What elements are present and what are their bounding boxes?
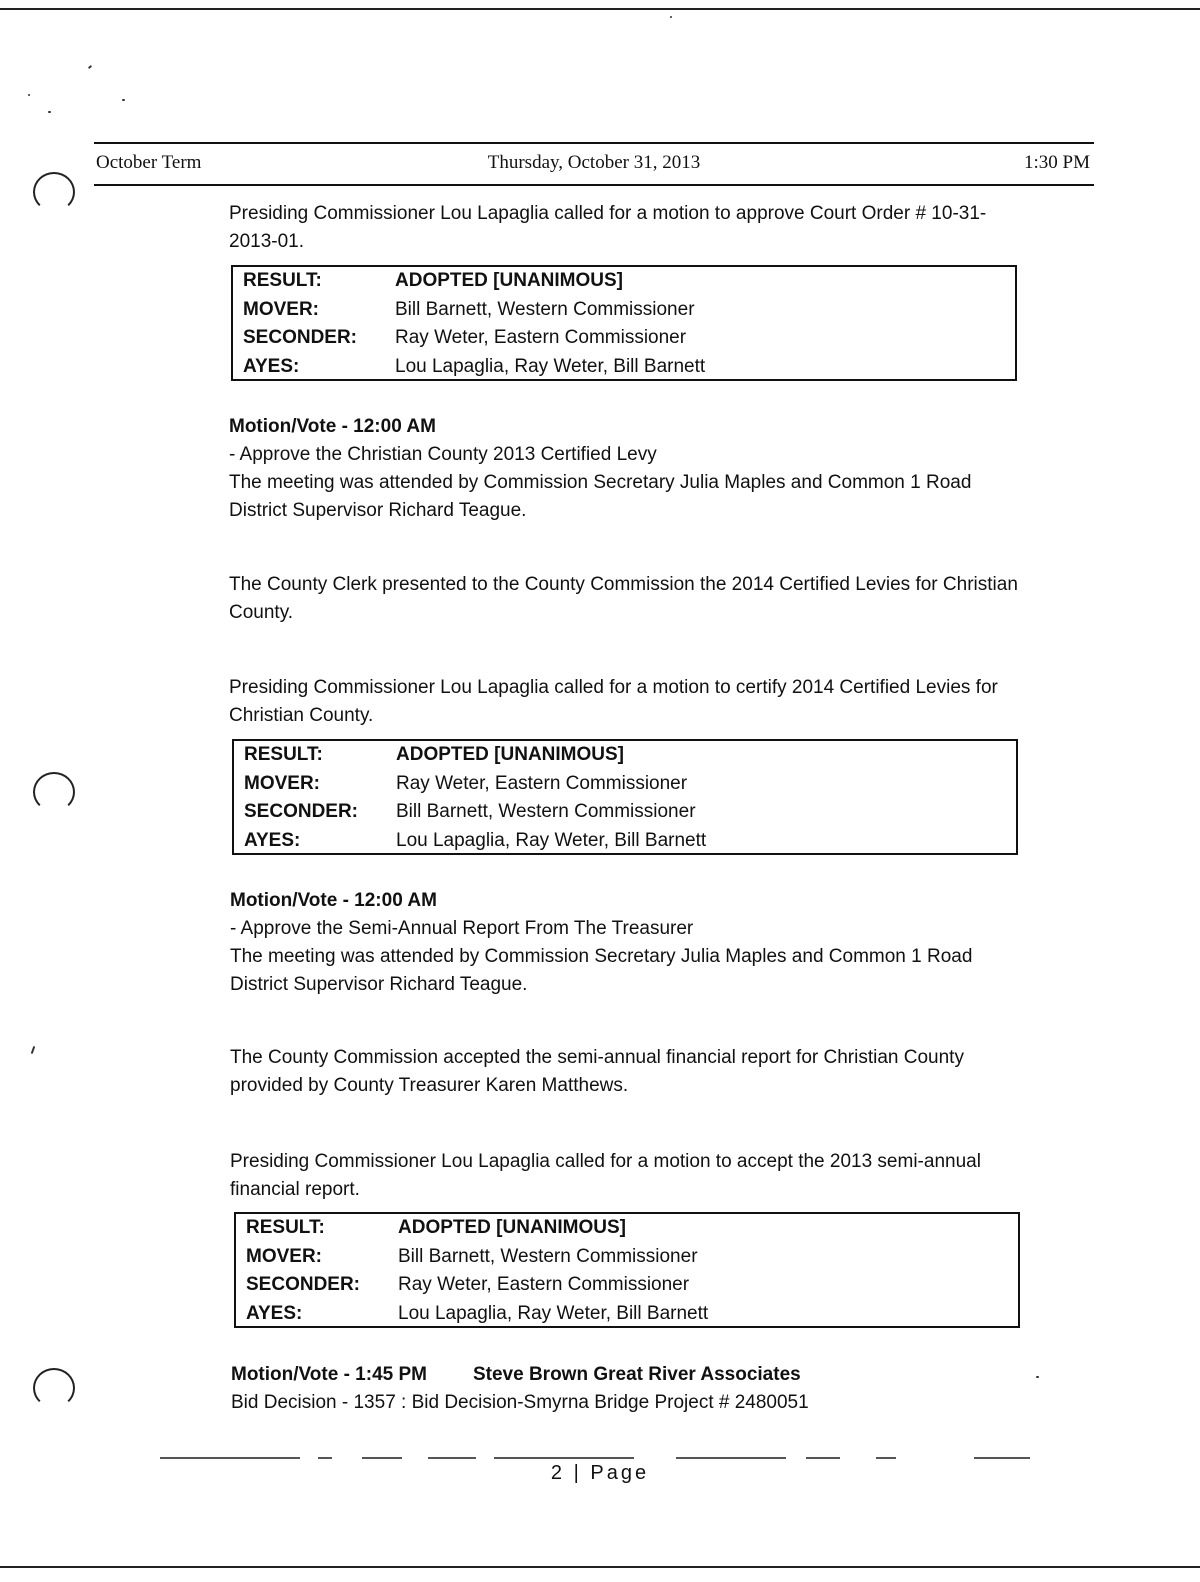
- ayes-label: AYES:: [243, 355, 300, 377]
- bid-motion-block: [231, 1361, 1031, 1417]
- result-label: RESULT:: [244, 744, 323, 765]
- footer-rule: [494, 1457, 634, 1459]
- treasurer-motion-block: [230, 887, 1030, 999]
- header-time: 1:30 PM: [1024, 152, 1090, 173]
- vote-result-table: [232, 739, 1018, 855]
- header-date: Thursday, October 31, 2013: [487, 152, 701, 173]
- mover-value: Bill Barnett, Western Commissioner: [398, 1245, 698, 1267]
- vote-row-mover: [236, 1243, 1018, 1272]
- punch-hole-top: [33, 172, 75, 212]
- ayes-value: Lou Lapaglia, Ray Weter, Bill Barnett: [395, 355, 706, 377]
- header-rule-top: [94, 142, 1094, 144]
- scan-speck: [48, 111, 51, 113]
- page-header: [96, 152, 1092, 178]
- result-value: ADOPTED [UNANIMOUS]: [395, 270, 623, 291]
- result-label: RESULT:: [243, 270, 322, 291]
- scan-speck: [670, 16, 672, 18]
- result-value: ADOPTED [UNANIMOUS]: [396, 744, 624, 765]
- footer-rule: [160, 1457, 300, 1459]
- result-label: RESULT:: [246, 1217, 325, 1238]
- mover-label: MOVER:: [246, 1245, 322, 1267]
- footer-rule: [428, 1457, 476, 1459]
- motion-call-text: Presiding Commissioner Lou Lapaglia called for a motion to approve Court Order # 10-31-2013-01.: [229, 203, 987, 252]
- body-text: The County Clerk presented to the County Commission the 2014 Certified Levies for Christian County.: [229, 574, 1018, 623]
- motion-call-text: Presiding Commissioner Lou Lapaglia called for a motion to certify 2014 Certified Levies for Christian County.: [229, 677, 998, 726]
- scan-speck: [88, 65, 92, 69]
- footer-rule: [676, 1457, 786, 1459]
- mover-label: MOVER:: [243, 298, 319, 320]
- page-number: 2 | Page: [550, 1462, 650, 1484]
- vote-result-table: [231, 265, 1017, 381]
- mover-value: Bill Barnett, Western Commissioner: [395, 298, 695, 320]
- scan-edge-bottom: [0, 1566, 1200, 1568]
- scan-speck: [28, 94, 30, 96]
- footer-rule: [876, 1457, 896, 1459]
- vote-row-seconder: [234, 798, 1016, 827]
- bid-decision-line: Bid Decision - 1357 : Bid Decision-Smyrna Bridge Project # 2480051: [231, 1392, 809, 1413]
- attendance-text: The meeting was attended by Commission Secretary Julia Maples and Common 1 Road District Supervisor Richard Teague.: [229, 472, 972, 521]
- motion-heading-line: [231, 1361, 1031, 1389]
- mover-label: MOVER:: [244, 772, 320, 794]
- motion-heading: Motion/Vote - 12:00 AM: [229, 416, 436, 437]
- ayes-label: AYES:: [246, 1302, 303, 1324]
- levy-body-block: [229, 571, 1029, 627]
- ayes-value: Lou Lapaglia, Ray Weter, Bill Barnett: [396, 829, 707, 851]
- header-rule-bottom: [94, 184, 1094, 186]
- motion-item: - Approve the Christian County 2013 Certified Levy: [229, 444, 657, 465]
- scan-edge-top: [0, 8, 1200, 10]
- seconder-label: SECONDER:: [243, 327, 358, 348]
- scan-speck: [31, 1046, 36, 1054]
- seconder-value: Bill Barnett, Western Commissioner: [396, 801, 696, 822]
- vote-row-result: [234, 741, 1016, 770]
- footer-rule: [974, 1457, 1030, 1459]
- footer-rule: [362, 1457, 402, 1459]
- motion-heading: Motion/Vote - 1:45 PM: [231, 1364, 427, 1385]
- ayes-value: Lou Lapaglia, Ray Weter, Bill Barnett: [398, 1302, 709, 1324]
- attendance-text: The meeting was attended by Commission Secretary Julia Maples and Common 1 Road District Supervisor Richard Teague.: [230, 946, 973, 995]
- seconder-label: SECONDER:: [244, 801, 359, 822]
- punch-hole-bottom: [33, 1368, 75, 1408]
- vote-row-mover: [233, 296, 1015, 325]
- vote-row-result: [233, 267, 1015, 296]
- vote-row-seconder: [233, 324, 1015, 353]
- vote-row-ayes: [234, 827, 1016, 856]
- header-term: October Term: [96, 152, 202, 173]
- motion-item: - Approve the Semi-Annual Report From The Treasurer: [230, 918, 694, 939]
- seconder-value: Ray Weter, Eastern Commissioner: [395, 327, 687, 348]
- treasurer-intro-block: [230, 1148, 1030, 1204]
- treasurer-body-block: [230, 1044, 1030, 1100]
- result-value: ADOPTED [UNANIMOUS]: [398, 1217, 626, 1238]
- vote-row-mover: [234, 770, 1016, 799]
- seconder-label: SECONDER:: [246, 1274, 361, 1295]
- footer-rule: [806, 1457, 840, 1459]
- seconder-value: Ray Weter, Eastern Commissioner: [398, 1274, 690, 1295]
- body-text: The County Commission accepted the semi-annual financial report for Christian County provided by County Treasurer Karen Matthews.: [230, 1047, 964, 1096]
- court-order-motion-text: [229, 200, 1019, 256]
- scan-speck: [1036, 1376, 1039, 1378]
- motion-presenter: Steve Brown Great River Associates: [472, 1364, 801, 1385]
- ayes-label: AYES:: [244, 829, 301, 851]
- vote-row-result: [236, 1214, 1018, 1243]
- mover-value: Ray Weter, Eastern Commissioner: [396, 772, 688, 794]
- levy-motion-block: [229, 413, 1029, 525]
- vote-row-ayes: [233, 353, 1015, 382]
- motion-heading: Motion/Vote - 12:00 AM: [230, 890, 437, 911]
- scan-speck: [122, 99, 125, 101]
- punch-hole-middle: [33, 772, 75, 812]
- footer-rule: [318, 1457, 332, 1459]
- vote-row-seconder: [236, 1271, 1018, 1300]
- vote-row-ayes: [236, 1300, 1018, 1329]
- motion-call-text: Presiding Commissioner Lou Lapaglia called for a motion to accept the 2013 semi-annual financial report.: [230, 1151, 981, 1200]
- vote-result-table: [234, 1212, 1020, 1328]
- levy-intro-block: [229, 674, 1029, 730]
